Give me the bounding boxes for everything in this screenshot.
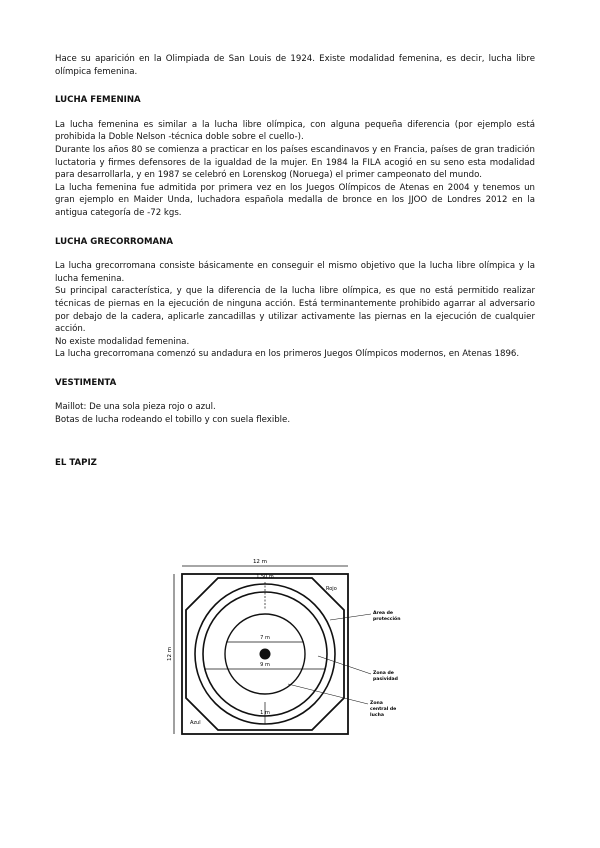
callout-area-line <box>330 614 371 620</box>
femenina-paragraph-2: Durante los años 80 se comienza a practicar en los países escandinavos y en Francia, países de gran tradición luctatoria y firmes defensores de la igualdad de la mujer. En 1984 la FILA acogió en su seno esta modalidad para desarrollarla, y en 1987 se celebró en Lorenskog (Noruega) el primer campeonato del mundo. <box>55 144 535 181</box>
height-label: 12 m <box>167 646 173 662</box>
heading-lucha-femenina: LUCHA FEMENINA <box>55 95 141 106</box>
vestimenta-line-1: Maillot: De una sola pieza rojo o azul. <box>55 402 216 413</box>
center-label: 1 m <box>260 710 270 716</box>
heading-vestimenta: VESTIMENTA <box>55 377 117 388</box>
grecorromana-paragraph-3: No existe modalidad femenina. <box>55 336 190 347</box>
corner-red-label: Rojo <box>326 586 337 592</box>
heading-lucha-grecorromana: LUCHA GRECORROMANA <box>55 236 174 247</box>
vestimenta-line-2: Botas de lucha rodeando el tobillo y con suela flexible. <box>55 415 291 426</box>
femenina-paragraph-1: La lucha femenina es similar a la lucha libre olímpica, con alguna pequeña diferencia (por ejemplo está prohibida la Doble Nelson -técnica doble sobre el cuello-). <box>55 119 535 143</box>
inner-label: 7 m <box>260 635 270 641</box>
femenina-paragraph-3: La lucha femenina fue admitida por primera vez en los Juegos Olímpicos de Atenas en 2004 y tenemos un gran ejemplo en Maider Unda, luchadora española medalla de bronce en los JJOO de Londres 2012 en la antigua categoría de -72 kgs. <box>55 182 535 218</box>
grecorromana-paragraph-4: La lucha grecorromana comenzó su andadura en los primeros Juegos Olímpicos modernos, en Atenas 1896. <box>55 349 520 360</box>
outer-label: 9 m <box>260 662 270 668</box>
grecorromana-paragraph-2: Su principal característica, y que la diferencia de la lucha libre olímpica, es que no está permitido realizar técnicas de piernas en la ejecución de ninguna acción. Está terminantemente prohibido agarrar al adversario por debajo de la cadera, aplicarle zancadillas y utilizar activamente las piernas en la ejecución de cualquier acción. <box>55 286 535 335</box>
zona-pasividad-label: Zona de pasividad <box>373 671 398 682</box>
intro-paragraph: Hace su aparición en la Olimpiada de San Louis de 1924. Existe modalidad femenina, es decir, lucha libre olímpica femenina. <box>55 54 535 77</box>
zona-central-label: Zona central de lucha <box>370 701 397 718</box>
width-label: 12 m <box>252 559 268 565</box>
grecorromana-paragraph-1: La lucha grecorromana consiste básicamente en conseguir el mismo objetivo que la lucha libre olímpica y la lucha femenina. <box>55 261 535 284</box>
margin-label: 1,50 m <box>256 574 274 580</box>
document-page <box>55 53 535 469</box>
tapiz-diagram <box>168 556 408 736</box>
callout-central-line <box>288 684 368 704</box>
corner-blue-label: Azul <box>190 720 201 726</box>
area-proteccion-label: Area de protección <box>373 611 401 622</box>
center-dot <box>260 649 271 660</box>
heading-el-tapiz: EL TAPIZ <box>55 457 97 468</box>
